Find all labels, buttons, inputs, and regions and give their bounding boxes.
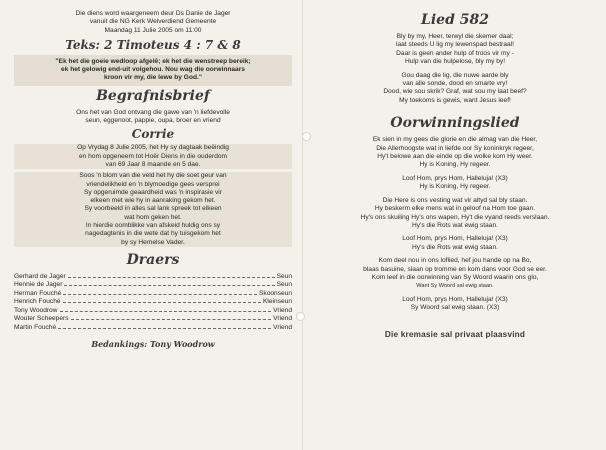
service-intro: [14, 10, 292, 35]
obituary-line: Op Vrydag 8 Julie 2005, het Hy sy dagtaak beëindig: [77, 144, 229, 152]
lyric-line: Sy Woord sal ewig staan. (X3): [410, 304, 500, 312]
obituary-line: van 69 Jaar 8 maande en 5 dae.: [105, 160, 201, 168]
bearer-name: Henrich Fouché: [14, 298, 61, 306]
lyric-line: Dood, wie sou skrik? Graf, wat sou my laat beef?: [383, 88, 527, 96]
lyric-line: Hy's die Rots wat ewig staan.: [412, 221, 498, 229]
bearer-row: [14, 307, 292, 316]
acknowledgements: Bedankings: Tony Woodrow: [91, 339, 215, 350]
lyric-line: My toekoms is gewis, want Jesus leef!: [399, 96, 511, 104]
quote-line: ek het gelowig end-uit volgehou. Nou wag die oorwinnaars: [61, 66, 245, 74]
lyric-line: blaas basuine, slaan op tromme en kom dans voor God se eer.: [363, 265, 547, 273]
lyric-line: Hy beskerm elke mens wat in geloof na Hom toe gaan.: [374, 205, 536, 213]
song-verse: [320, 136, 590, 170]
bearer-relation: Vriend: [273, 306, 292, 314]
lyric-line: Kom leef in die oorwinning van Sy Woord waarin ons glo,: [371, 273, 539, 281]
bearers-list: [14, 273, 292, 333]
leader-dots: [60, 311, 272, 312]
lyric-line: Hy's ons skuiling Hy's ons wapen, Hy't die vyand reeds verslaan.: [360, 213, 550, 221]
lyric-line: laat steeds U lig my lewenspad bestraal!: [395, 41, 514, 49]
bearer-name: Wouter Scheepers: [14, 315, 69, 323]
bearers-title: Draers: [126, 251, 180, 268]
obituary-passing: [14, 144, 292, 169]
lyric-line: Hy's die Rots wat ewig staan.: [412, 243, 498, 251]
deceased-name: Corrie: [131, 127, 175, 142]
leader-dots: [64, 285, 274, 286]
lyric-line: Kom deel nou in ons loflied, hef jou hande op na Bo,: [378, 257, 532, 265]
song-verse: [320, 197, 590, 231]
bearer-name: Martin Fouché: [14, 323, 57, 331]
song-verse: [320, 257, 590, 291]
bearer-row: [14, 315, 292, 324]
leader-dots: [63, 302, 261, 303]
obituary-line: In hierdie oomblikke van afskeid huldig ons sy: [85, 222, 221, 230]
bearer-relation: Seun: [276, 272, 292, 280]
quote-line: "Ek het die goeie wedloop afgelê; ek het die wenstreep bereik;: [55, 57, 251, 65]
obituary-line: Sy opgeruimde geaardheid was 'n inspirasie vir: [84, 188, 222, 196]
scripture-reference: Teks: 2 Timoteus 4 : 7 & 8: [65, 37, 241, 52]
obituary-line: Soos 'n blom van die veld het hy die soet geur van: [79, 172, 227, 180]
right-panel: [320, 10, 590, 339]
quote-line: kroon vir my, die lewe by God.": [104, 74, 202, 82]
bearer-row: [14, 281, 292, 290]
cremation-notice: Die kremasie sal privaat plaasvind: [384, 329, 526, 339]
bearer-row: [14, 324, 292, 333]
bearer-name: Gerhard de Jager: [14, 272, 66, 280]
intro-line: Maandag 11 Julie 2005 om 11:00: [104, 26, 202, 34]
scripture-quote: [14, 55, 292, 86]
lyric-line: Daar is geen ander hulp of troos vir my -: [396, 49, 514, 57]
obituary-title: Begrafnisbrief: [96, 87, 210, 104]
obituary-line: wat hom geken het.: [124, 213, 182, 221]
leader-dots: [68, 277, 275, 278]
lyric-line: van alle sonde, dood en smarte vry!: [402, 80, 508, 88]
lyric-line: Loof Hom, prys Hom, Halleluja! (X3): [402, 295, 508, 303]
obituary-line: en hom opgeneem tot Hoër Diens in die ouderdom: [78, 152, 228, 160]
obituary-line: Ons het van God ontvang die gawe van 'n liefdevolle: [76, 108, 230, 116]
intro-line: vanuit die NG Kerk Welverdiend Gemeente: [89, 18, 217, 26]
lyric-line: Gou daag die lig, die nuwe aarde bly: [401, 71, 509, 79]
song-title: Oorwinningslied: [390, 115, 520, 132]
lyric-line: Hy't belowe aan die einde op die wolke kom Hy weer.: [377, 153, 533, 161]
obituary-line: seun, eggenoot, pappie, oupa, broer en vriend: [85, 117, 221, 125]
bearer-relation: Seun: [276, 281, 292, 289]
bearer-row: [14, 273, 292, 282]
intro-line: Die diens word waargeneem deur Ds Danie de Jager: [75, 10, 231, 17]
leader-dots: [71, 319, 272, 320]
page-fold: [302, 0, 303, 450]
bearer-relation: Vriend: [273, 315, 292, 323]
hymn-title: Lied 582: [421, 12, 489, 28]
obituary-line: by sy Hemelse Vader.: [121, 238, 185, 246]
song-refrain: [320, 296, 590, 313]
lyric-line: Loof Hom, prys Hom, Halleluja! (X3): [402, 235, 508, 243]
hymn-verse: [320, 33, 590, 67]
obituary-tribute: [14, 172, 292, 247]
song-refrain: [320, 235, 590, 252]
bearer-relation: Skoonseun: [259, 289, 292, 297]
bearer-row: [14, 290, 292, 299]
leader-dots: [58, 328, 271, 329]
lyric-line: Bly by my, Heer, terwyl die skemer daal;: [396, 33, 514, 40]
lyric-line: Loof Hom, prys Hom, Halleluja! (X3): [402, 174, 508, 182]
obituary-intro: [14, 109, 292, 126]
obituary-line: vriendelikheid en 'n blymoedige gees versprei: [86, 180, 220, 188]
punch-hole: [296, 312, 305, 321]
punch-hole: [302, 132, 311, 141]
lyric-line: Hy is Koning, Hy regeer.: [419, 161, 491, 169]
lyric-line: Die Here is ons vesting wat vir altyd sal bly staan.: [382, 196, 528, 204]
lyric-line: Ek sien in my gees die glorie en die almag van die Heer,: [372, 136, 538, 144]
obituary-line: nagedagtenis in die wete dat hy tuisgekom het: [85, 230, 221, 238]
bearer-name: Tony Woodrow: [14, 306, 58, 314]
song-refrain: [320, 175, 590, 192]
lyric-line: Hy is Koning, Hy regeer.: [419, 183, 491, 191]
obituary-line: elkeen met wie hy in aanraking gekom het.: [90, 197, 216, 205]
bearer-name: Hennie de Jager: [14, 281, 63, 289]
lyric-line: Die Allerhoogste wat in liefde oor Sy koninkryk regeer,: [376, 144, 534, 152]
bearer-relation: Kleinseun: [263, 298, 292, 306]
bearer-relation: Vriend: [273, 323, 292, 331]
lyric-line: Want Sy Woord sal ewig staan.: [416, 283, 494, 290]
lyric-line: Hulp van die hulpelose, bly my by!: [404, 58, 506, 66]
left-panel: [14, 10, 292, 349]
hymn-verse: [320, 72, 590, 106]
bearer-row: [14, 298, 292, 307]
leader-dots: [63, 294, 257, 295]
bearer-name: Herman Fouché: [14, 289, 62, 297]
obituary-line: Sy voorbeeld in alles sal lank spreek tot elkeen: [84, 205, 222, 213]
